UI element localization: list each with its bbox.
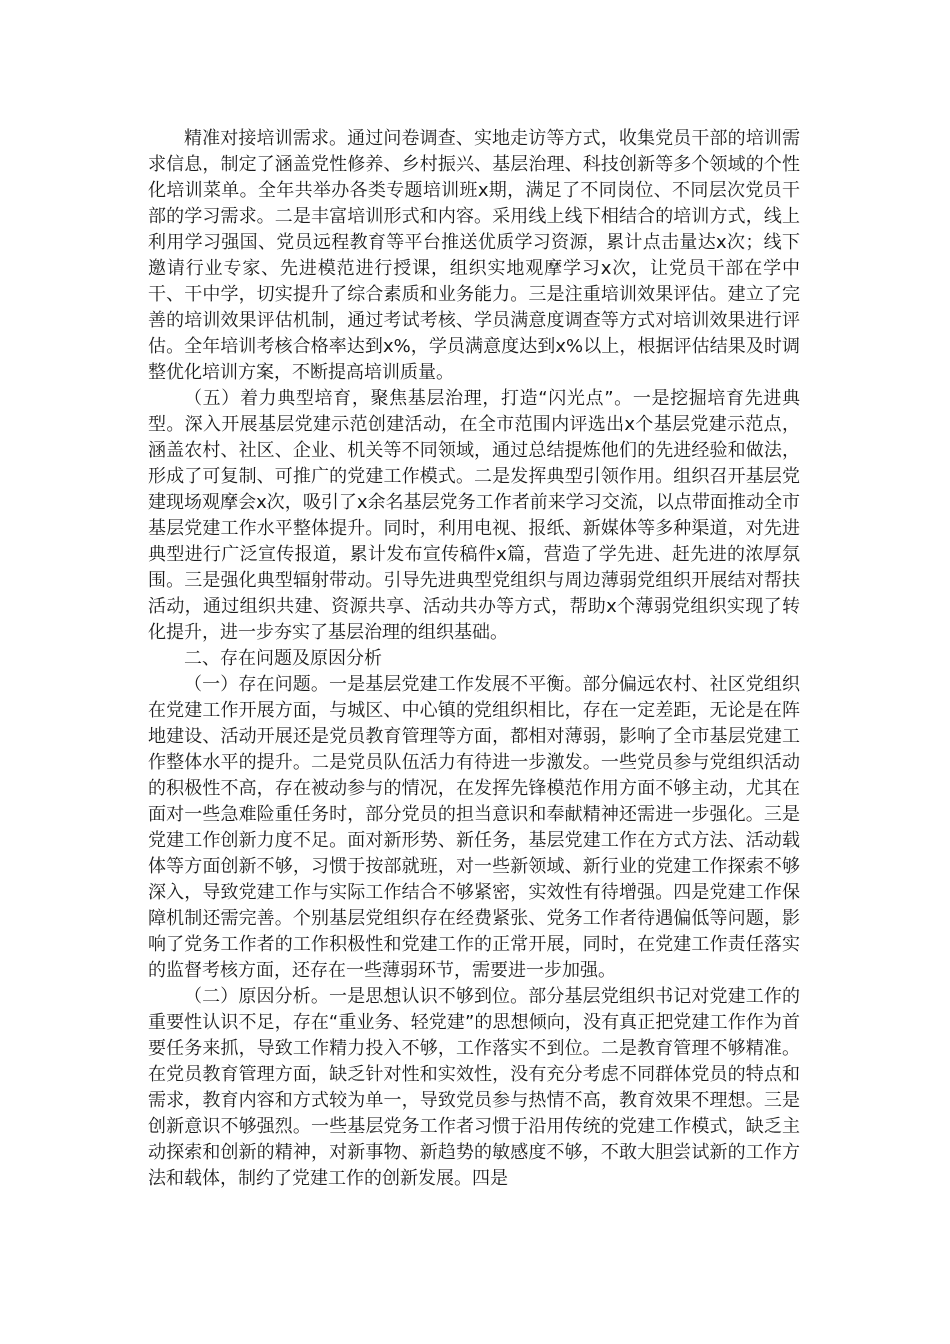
paragraph-cause-analysis: （二）原因分析。一是思想认识不够到位。部分基层党组织书记对党建工作的重要性认识不足，存在“重业务、轻党建”的思想倾向，没有真正把党建工作作为首要任务来抓，导致工作精力投入不够，工作落实不到位。二是教育管理不够精准。在党员教育管理方面，缺乏针对性和实效性，没有充分考虑不同群体党员的特点和需求，教育内容和方式较为单一，导致党员参与热情不高，教育效果不理想。三是创新意识不够强烈。一些基层党务工作者习惯于沿用传统的党建工作模式，缺乏主动探索和创新的精神，对新事物、新趋势的敏感度不够，不敢大胆尝试新的工作方法和载体，制约了党建工作的创新发展。四是 [148, 986, 800, 1189]
section-heading-problems-analysis: 二、存在问题及原因分析 [184, 648, 382, 669]
paragraph-typical-cultivation: （五）着力典型培育，聚焦基层治理，打造“闪光点”。一是挖掘培育先进典型。深入开展基层党建示范创建活动，在全市范围内评选出x个基层党建示范点，涵盖农村、社区、企业、机关等不同领域，通过总结提炼他们的先进经验和做法，形成了可复制、可推广的党建工作模式。二是发挥典型引领作用。组织召开基层党建现场观摩会x次，吸引了x余名基层党务工作者前来学习交流，以点带面推动全市基层党建工作水平整体提升。同时，利用电视、报纸、新媒体等多种渠道，对先进典型进行广泛宣传报道，累计发布宣传稿件x篇，营造了学先进、赶先进的浓厚氛围。三是强化典型辐射带动。引导先进典型党组织与周边薄弱党组织开展结对帮扶活动，通过组织共建、资源共享、活动共办等方式，帮助x个薄弱党组织实现了转化提升，进一步夯实了基层治理的组织基础。 [148, 388, 800, 643]
paragraph-training-needs: 精准对接培训需求。通过问卷调查、实地走访等方式，收集党员干部的培训需求信息，制定了涵盖党性修养、乡村振兴、基层治理、科技创新等多个领域的个性化培训菜单。全年共举办各类专题培训班x期，满足了不同岗位、不同层次党员干部的学习需求。二是丰富培训形式和内容。采用线上线下相结合的培训方式，线上利用学习强国、党员远程教育等平台推送优质学习资源，累计点击量达x次；线下邀请行业专家、先进模范进行授课，组织实地观摩学习x次，让党员干部在学中干、干中学，切实提升了综合素质和业务能力。三是注重培训效果评估。建立了完善的培训效果评估机制，通过考试考核、学员满意度调查等方式对培训效果进行评估。全年培训考核合格率达到x%，学员满意度达到x%以上，根据评估结果及时调整优化培训方案，不断提高培训质量。 [148, 128, 800, 383]
document-page [148, 126, 800, 1192]
paragraph-existing-problems: （一）存在问题。一是基层党建工作发展不平衡。部分偏远农村、社区党组织在党建工作开展方面，与城区、中心镇的党组织相比，存在一定差距，无论是在阵地建设、活动开展还是党员教育管理等方面，都相对薄弱，影响了全市基层党建工作整体水平的提升。二是党员队伍活力有待进一步激发。一些党员参与党组织活动的积极性不高，存在被动参与的情况，在发挥先锋模范作用方面不够主动，尤其在面对一些急难险重任务时，部分党员的担当意识和奉献精神还需进一步强化。三是党建工作创新力度不足。面对新形势、新任务，基层党建工作在方式方法、活动载体等方面创新不够，习惯于按部就班，对一些新领域、新行业的党建工作探索不够深入，导致党建工作与实际工作结合不够紧密，实效性有待增强。四是党建工作保障机制还需完善。个别基层党组织存在经费紧张、党务工作者待遇偏低等问题，影响了党务工作者的工作积极性和党建工作的正常开展，同时，在党建工作责任落实的监督考核方面，还存在一些薄弱环节，需要进一步加强。 [148, 674, 800, 981]
